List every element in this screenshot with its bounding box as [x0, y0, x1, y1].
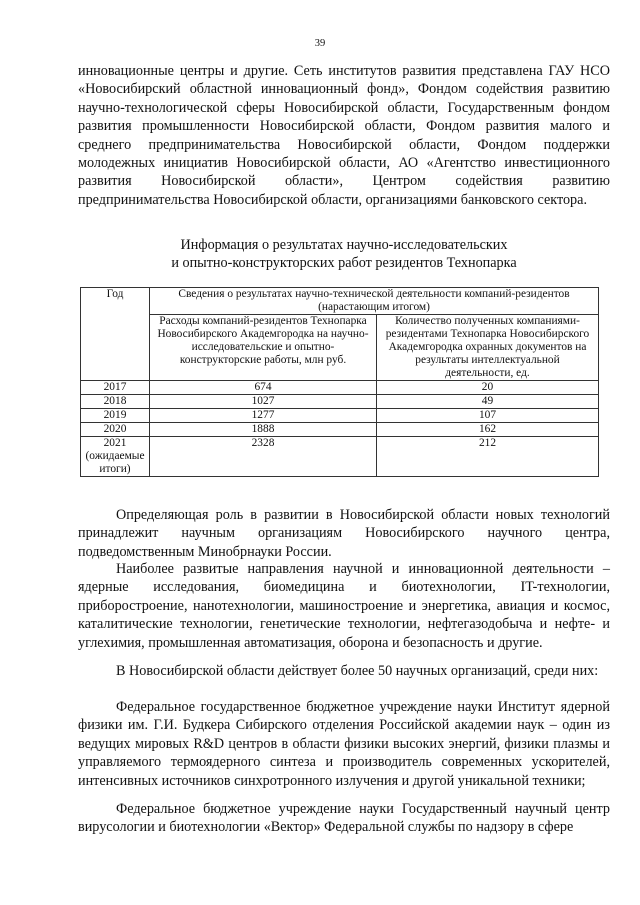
- header-expenses: Расходы компаний-резидентов Технопарка Новосибирского Академгородка на научно-исследовательские и опытно-конструкторские работы, млн руб.: [150, 315, 377, 381]
- paragraph-organizations: В Новосибирской области действует более 50 научных организаций, среди них:: [116, 663, 599, 679]
- cell-year: 2021 (ожидаемые итоги): [81, 437, 150, 477]
- header-year: Год: [81, 288, 150, 381]
- cell-year: 2018: [81, 395, 150, 409]
- paragraph-directions: Наиболее развитые направления научной и инновационной деятельности – ядерные исследования, биомедицина и биотехнологии, IT-технологии, приборостроение, нанотехнологии, машиностроение и энергетика, авиация и космос, каталитические технологии, генетические технологии, нефтегазодобыча и нефте- и углехимия, промышленная автоматизация, оборона и безопасность и другие.: [78, 561, 610, 651]
- table-row: [81, 409, 599, 423]
- paragraph-vector: Федеральное бюджетное учреждение науки Государственный научный центр вирусологии и биотехнологии «Вектор» Федеральной службы по надзору в сфере: [78, 801, 610, 836]
- cell-documents: 20: [377, 381, 599, 395]
- header-documents: Количество полученных компаниями-резидентами Технопарка Новосибирского Академгородка охранных документов на результаты интеллектуальной деятельности, ед.: [377, 315, 599, 381]
- cell-year: 2020: [81, 423, 150, 437]
- cell-documents: 107: [377, 409, 599, 423]
- table-title-line-1: Информация о результатах научно-исследовательских: [180, 237, 508, 253]
- table-row: [81, 437, 599, 477]
- table-header-row: [81, 288, 599, 315]
- cell-expenses: 1277: [150, 409, 377, 423]
- table-row: [81, 395, 599, 409]
- table-row: [81, 381, 599, 395]
- cell-expenses: 2328: [150, 437, 377, 477]
- header-group: Сведения о результатах научно-технической деятельности компаний-резидентов (нарастающим итогом): [150, 288, 599, 315]
- cell-documents: 162: [377, 423, 599, 437]
- results-table: [80, 287, 599, 477]
- cell-expenses: 1027: [150, 395, 377, 409]
- paragraph-science-role: Определяющая роль в развитии в Новосибирской области новых технологий принадлежит научным организациям Новосибирского научного центра, подведомственным Минобрнауки России.: [78, 507, 610, 560]
- intro-paragraph: инновационные центры и другие. Сеть институтов развития представлена ГАУ НСО «Новосибирский областной инновационный фонд», Фондом содействия развитию научно-технологической сферы Новосибирской области, Государственным фондом развития промышленности Новосибирской области, Фондом развития малого и среднего предпринимательства Новосибирской области, Фондом поддержки молодежных инициатив Новосибирской области, АО «Агентство инвестиционного развития Новосибирской области», Центром содействия развитию предпринимательства Новосибирской области, организациями банковского сектора.: [78, 63, 610, 208]
- cell-documents: 49: [377, 395, 599, 409]
- table-row: [81, 423, 599, 437]
- cell-expenses: 674: [150, 381, 377, 395]
- page-number: 39: [314, 38, 326, 49]
- cell-year: 2017: [81, 381, 150, 395]
- table-title-line-2: и опытно-конструкторских работ резидентов Технопарка: [171, 255, 517, 271]
- paragraph-budker: Федеральное государственное бюджетное учреждение науки Институт ядерной физики им. Г.И. Будкера Сибирского отделения Российской академии наук – один из ведущих мировых R&D центров в области физики высоких энергий, физики плазмы и управляемого термоядерного синтеза и производитель современных ускорителей, интенсивных источников синхротронного излучения и другой уникальной техники;: [78, 699, 610, 789]
- cell-year: 2019: [81, 409, 150, 423]
- cell-documents: 212: [377, 437, 599, 477]
- table-subheader-row: [81, 315, 599, 381]
- cell-expenses: 1888: [150, 423, 377, 437]
